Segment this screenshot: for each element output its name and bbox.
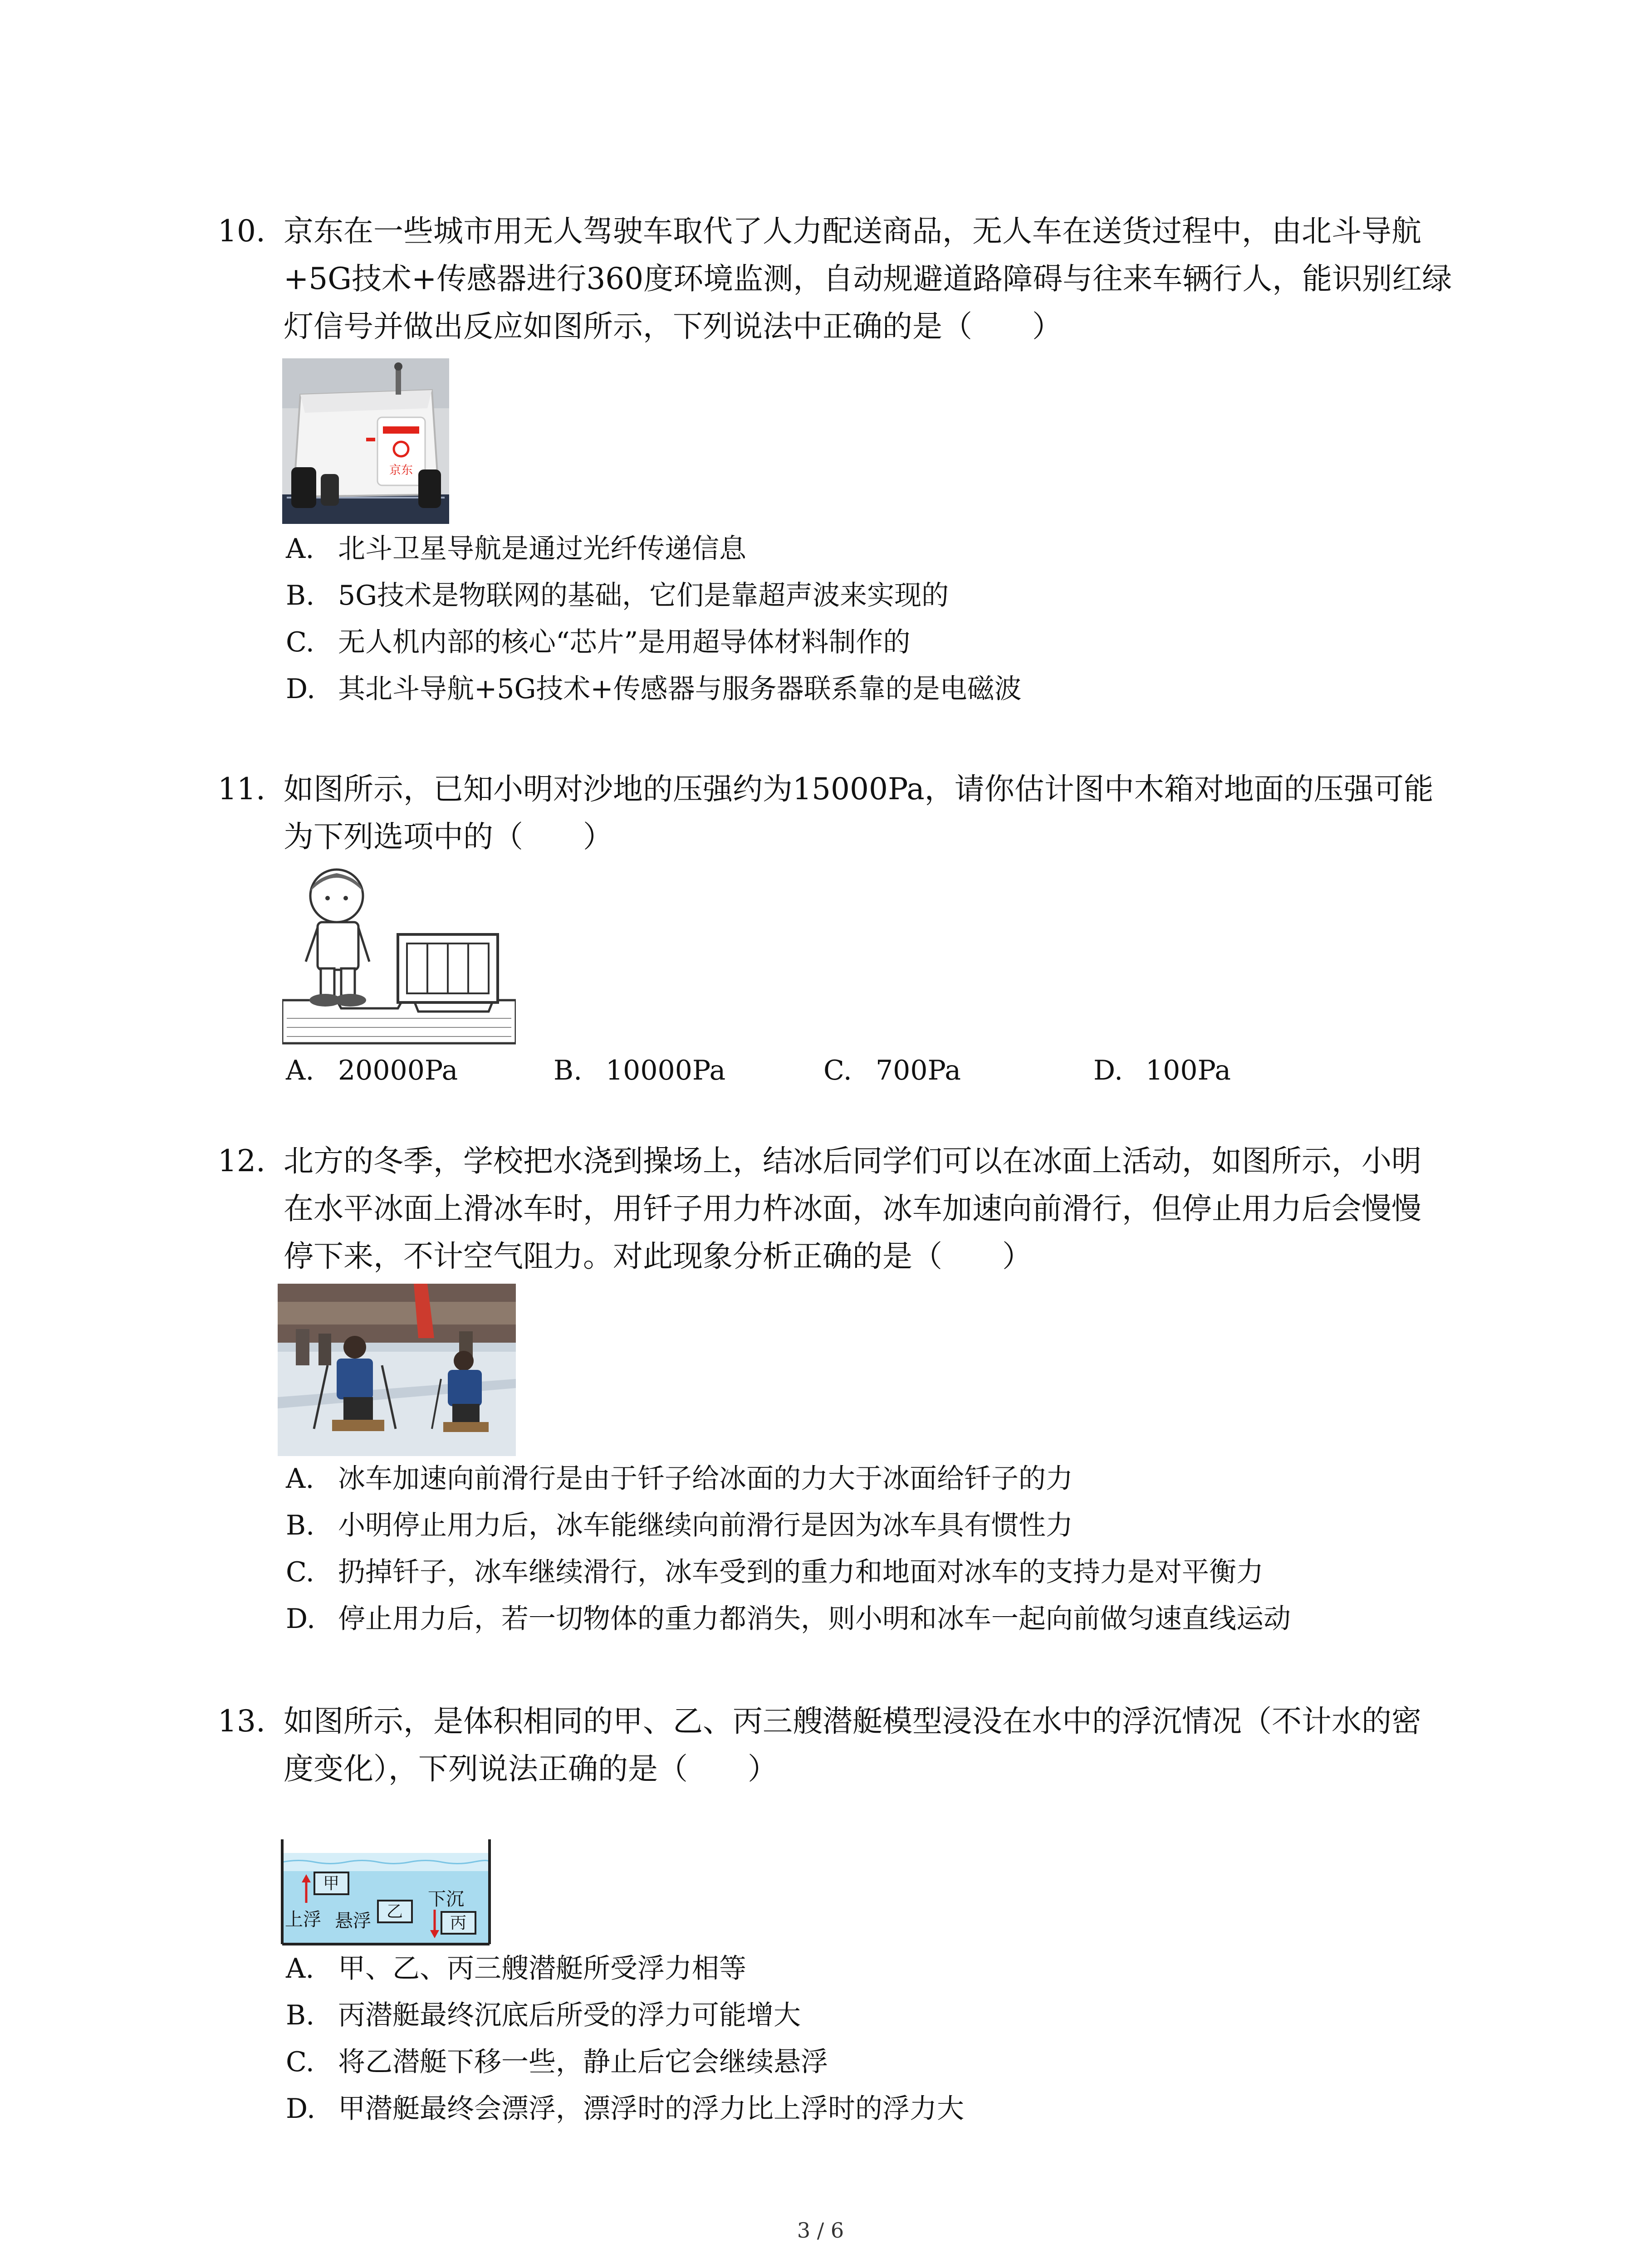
option-label: B. <box>286 1510 315 1541</box>
option-text: 甲潜艇最终会漂浮，漂浮时的浮力比上浮时的浮力大 <box>338 2093 964 2125</box>
label-bing: 丙 <box>450 1914 467 1932</box>
option-d[interactable] <box>1093 1048 1231 1093</box>
boy-and-box-figure <box>282 864 516 1046</box>
label-suspend: 悬浮 <box>335 1911 371 1931</box>
option-text: 扔掉钎子，冰车继续滑行，冰车受到的重力和地面对冰车的支持力是对平衡力 <box>338 1556 1264 1588</box>
question-text-line: 停下来，不计空气阻力。对此现象分析正确的是（ ） <box>284 1239 1032 1274</box>
question-text-line: 在水平冰面上滑冰车时，用钎子用力杵冰面，冰车加速向前滑行，但停止用力后会慢慢 <box>284 1191 1421 1226</box>
option-b[interactable] <box>286 1993 801 2038</box>
question-text-line: 如图所示，是体积相同的甲、乙、丙三艘潜艇模型浸没在水中的浮沉情况（不计水的密 <box>284 1704 1421 1739</box>
option-label: C. <box>286 1556 314 1588</box>
option-b[interactable] <box>286 573 949 618</box>
option-a[interactable] <box>286 1048 458 1093</box>
option-text: 10000Pa <box>606 1055 726 1086</box>
option-text: 小明停止用力后，冰车能继续向前滑行是因为冰车具有惯性力 <box>338 1510 1073 1541</box>
label-down: 下沉 <box>428 1889 464 1910</box>
option-label: D. <box>1093 1055 1123 1086</box>
option-text: 无人机内部的核心“芯片”是用超导体材料制作的 <box>338 626 911 658</box>
option-text: 将乙潜艇下移一些，静止后它会继续悬浮 <box>338 2046 828 2078</box>
option-a[interactable] <box>286 526 746 572</box>
question-number: 11. <box>218 772 265 807</box>
option-label: C. <box>286 2046 314 2078</box>
label-yi: 乙 <box>386 1902 403 1921</box>
option-c[interactable] <box>823 1048 961 1093</box>
option-text: 其北斗导航+5G技术+传感器与服务器联系靠的是电磁波 <box>338 673 1022 705</box>
delivery-robot-photo <box>282 358 449 524</box>
option-label: D. <box>286 673 316 705</box>
option-text: 700Pa <box>876 1055 961 1086</box>
option-b[interactable] <box>554 1048 725 1093</box>
option-d[interactable] <box>286 666 1022 712</box>
submarine-diagram <box>280 1837 491 1946</box>
question-number: 10. <box>218 214 265 249</box>
option-label: A. <box>286 1055 314 1086</box>
question-text-line: 为下列选项中的（ ） <box>284 819 613 854</box>
question-text-line: 灯信号并做出反应如图所示，下列说法中正确的是（ ） <box>284 309 1062 344</box>
option-text: 北斗卫星导航是通过光纤传递信息 <box>338 533 746 565</box>
option-label: B. <box>554 1055 583 1086</box>
option-text: 丙潜艇最终沉底后所受的浮力可能增大 <box>338 1999 801 2031</box>
option-c[interactable] <box>286 620 910 665</box>
label-jia: 甲 <box>323 1874 340 1893</box>
option-c[interactable] <box>286 2039 828 2085</box>
option-text: 甲、乙、丙三艘潜艇所受浮力相等 <box>338 1953 746 1984</box>
question-text-line: 如图所示，已知小明对沙地的压强约为15000Pa，请你估计图中木箱对地面的压强可能 <box>284 772 1434 807</box>
jd-logo: 京东 <box>389 464 413 477</box>
question-text-line: +5G技术+传感器进行360度环境监测，自动规避道路障碍与往来车辆行人，能识别红绿 <box>284 261 1452 296</box>
option-text: 停止用力后，若一切物体的重力都消失，则小明和冰车一起向前做匀速直线运动 <box>338 1603 1291 1635</box>
page-number: 3 / 6 <box>797 2218 844 2243</box>
option-a[interactable] <box>286 1946 746 1991</box>
option-label: C. <box>823 1055 852 1086</box>
option-label: A. <box>286 1953 314 1984</box>
option-label: B. <box>286 1999 315 2031</box>
option-text: 5G技术是物联网的基础，它们是靠超声波来实现的 <box>338 580 949 611</box>
option-label: A. <box>286 533 314 565</box>
question-text-line: 北方的冬季，学校把水浇到操场上，结冰后同学们可以在冰面上活动，如图所示，小明 <box>284 1144 1421 1178</box>
option-label: C. <box>286 626 314 658</box>
option-label: D. <box>286 1603 316 1635</box>
label-up: 上浮 <box>285 1909 321 1930</box>
option-text: 20000Pa <box>338 1055 458 1086</box>
option-a[interactable] <box>286 1456 1073 1501</box>
option-label: D. <box>286 2093 316 2125</box>
option-d[interactable] <box>286 2086 964 2131</box>
option-b[interactable] <box>286 1503 1073 1548</box>
option-text: 100Pa <box>1146 1055 1231 1086</box>
option-c[interactable] <box>286 1549 1264 1595</box>
question-number: 12. <box>218 1144 265 1178</box>
option-text: 冰车加速向前滑行是由于钎子给冰面的力大于冰面给钎子的力 <box>338 1463 1073 1495</box>
option-label: B. <box>286 580 315 611</box>
option-d[interactable] <box>286 1596 1291 1642</box>
ice-sled-photo <box>278 1284 516 1456</box>
question-number: 13. <box>218 1704 265 1739</box>
question-text-line: 京东在一些城市用无人驾驶车取代了人力配送商品，无人车在送货过程中，由北斗导航 <box>284 214 1421 249</box>
question-text-line: 度变化），下列说法正确的是（ ） <box>284 1751 778 1786</box>
option-label: A. <box>286 1463 314 1495</box>
